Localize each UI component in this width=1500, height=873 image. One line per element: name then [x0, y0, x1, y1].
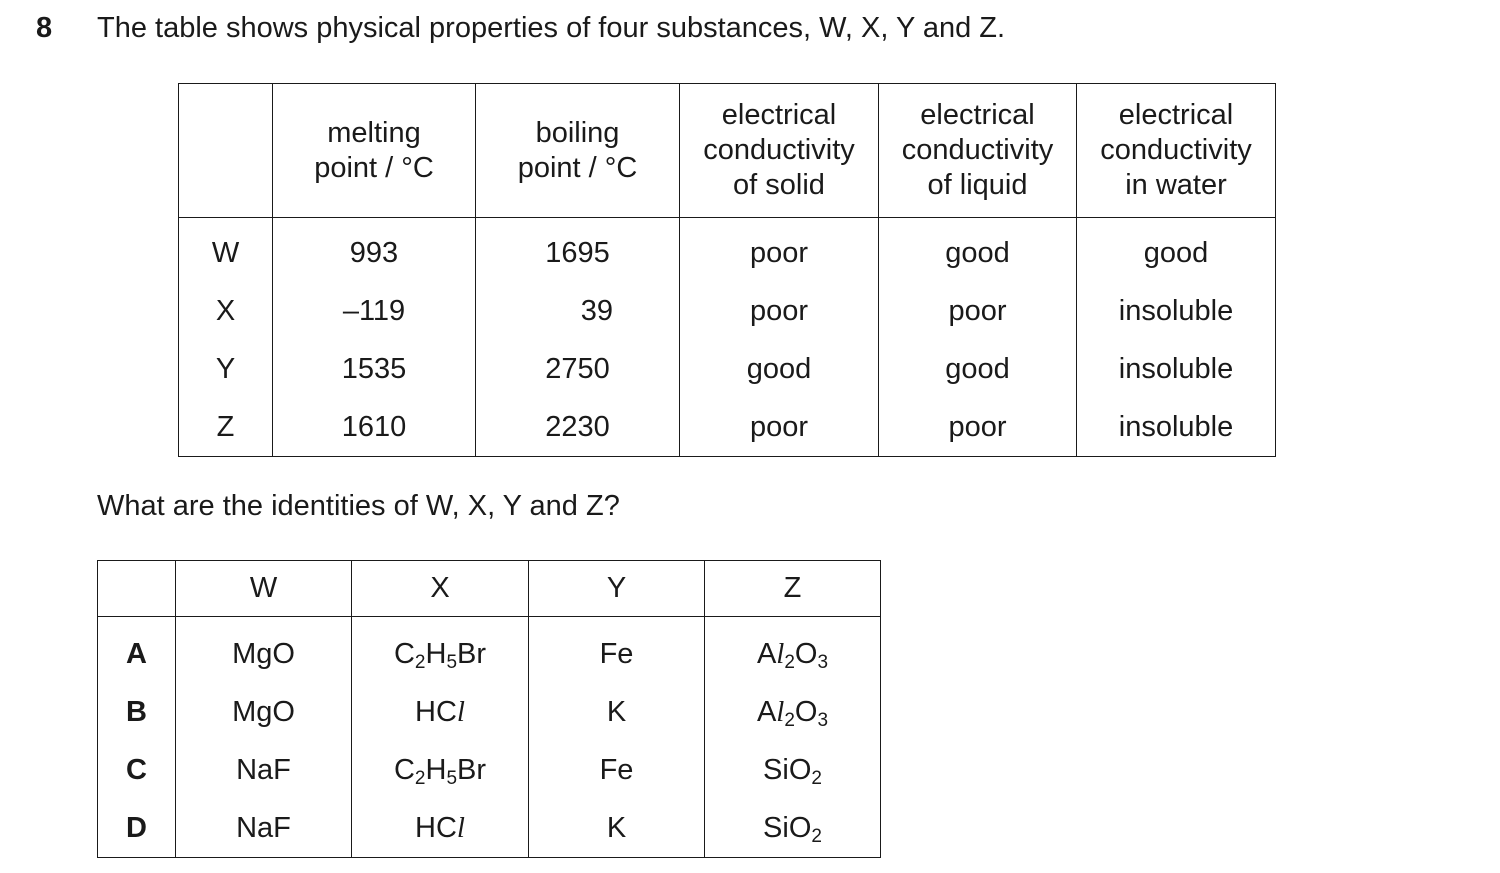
- conductivity-liquid-value: good: [879, 218, 1077, 283]
- conductivity-water-value: insoluble: [1077, 340, 1276, 398]
- header-z: Z: [705, 561, 881, 617]
- conductivity-solid-value: poor: [680, 218, 879, 283]
- header-conductivity-solid: electrical conductivity of solid: [680, 84, 879, 218]
- option-letter[interactable]: A: [98, 617, 176, 684]
- option-letter[interactable]: D: [98, 799, 176, 858]
- identity-z: SiO$_2$: [705, 799, 881, 858]
- table-row: [179, 218, 1276, 283]
- question-number: 8: [36, 12, 53, 44]
- question-prompt: What are the identities of W, X, Y and Z?: [97, 490, 620, 522]
- identity-w: MgO: [176, 683, 352, 741]
- answer-option-row[interactable]: [98, 617, 881, 684]
- conductivity-water-value: good: [1077, 218, 1276, 283]
- table-row: [179, 398, 1276, 457]
- conductivity-solid-value: good: [680, 340, 879, 398]
- answer-option-row[interactable]: [98, 683, 881, 741]
- identity-z: SiO$_2$: [705, 741, 881, 799]
- answers-header-row: [98, 561, 881, 617]
- melting-point-value: 1535: [273, 340, 476, 398]
- answer-options-table: [97, 560, 881, 858]
- identity-w: MgO: [176, 617, 352, 684]
- option-letter[interactable]: C: [98, 741, 176, 799]
- identity-x: $C_2H_5Br$: [352, 617, 529, 684]
- identity-y: Fe: [529, 617, 705, 684]
- identity-w: NaF: [176, 741, 352, 799]
- answer-option-row[interactable]: [98, 799, 881, 858]
- boiling-point-value: 2230: [476, 398, 680, 457]
- table-row: [179, 282, 1276, 340]
- melting-point-value: 993: [273, 218, 476, 283]
- boiling-point-value: 2750: [476, 340, 680, 398]
- header-melting-point: melting point / °C: [273, 84, 476, 218]
- melting-point-value: 1610: [273, 398, 476, 457]
- identity-z: $Al_2O_3$: [705, 617, 881, 684]
- boiling-point-value: 39: [476, 282, 680, 340]
- header-y: Y: [529, 561, 705, 617]
- option-letter[interactable]: B: [98, 683, 176, 741]
- melting-point-value: –119: [273, 282, 476, 340]
- identity-x: $C_2H_5Br$: [352, 741, 529, 799]
- header-substance: [179, 84, 273, 218]
- conductivity-water-value: insoluble: [1077, 398, 1276, 457]
- conductivity-liquid-value: poor: [879, 398, 1077, 457]
- conductivity-liquid-value: poor: [879, 282, 1077, 340]
- identity-y: K: [529, 683, 705, 741]
- conductivity-solid-value: poor: [680, 398, 879, 457]
- identity-w: NaF: [176, 799, 352, 858]
- substance-label: W: [179, 218, 273, 283]
- header-x: X: [352, 561, 529, 617]
- substance-label: Y: [179, 340, 273, 398]
- header-conductivity-liquid: electrical conductivity of liquid: [879, 84, 1077, 218]
- header-option: [98, 561, 176, 617]
- identity-y: Fe: [529, 741, 705, 799]
- substance-label: X: [179, 282, 273, 340]
- identity-x: HCl: [352, 799, 529, 858]
- table-row: [179, 340, 1276, 398]
- identity-y: K: [529, 799, 705, 858]
- question-stem: The table shows physical properties of four substances, W, X, Y and Z.: [97, 12, 1006, 44]
- header-w: W: [176, 561, 352, 617]
- properties-header-row: [179, 84, 1276, 218]
- conductivity-water-value: insoluble: [1077, 282, 1276, 340]
- identity-z: $Al_2O_3$: [705, 683, 881, 741]
- identity-x: HCl: [352, 683, 529, 741]
- conductivity-liquid-value: good: [879, 340, 1077, 398]
- header-conductivity-water: electrical conductivity in water: [1077, 84, 1276, 218]
- boiling-point-value: 1695: [476, 218, 680, 283]
- header-boiling-point: boiling point / °C: [476, 84, 680, 218]
- substance-label: Z: [179, 398, 273, 457]
- answer-option-row[interactable]: [98, 741, 881, 799]
- properties-table: [178, 83, 1276, 457]
- conductivity-solid-value: poor: [680, 282, 879, 340]
